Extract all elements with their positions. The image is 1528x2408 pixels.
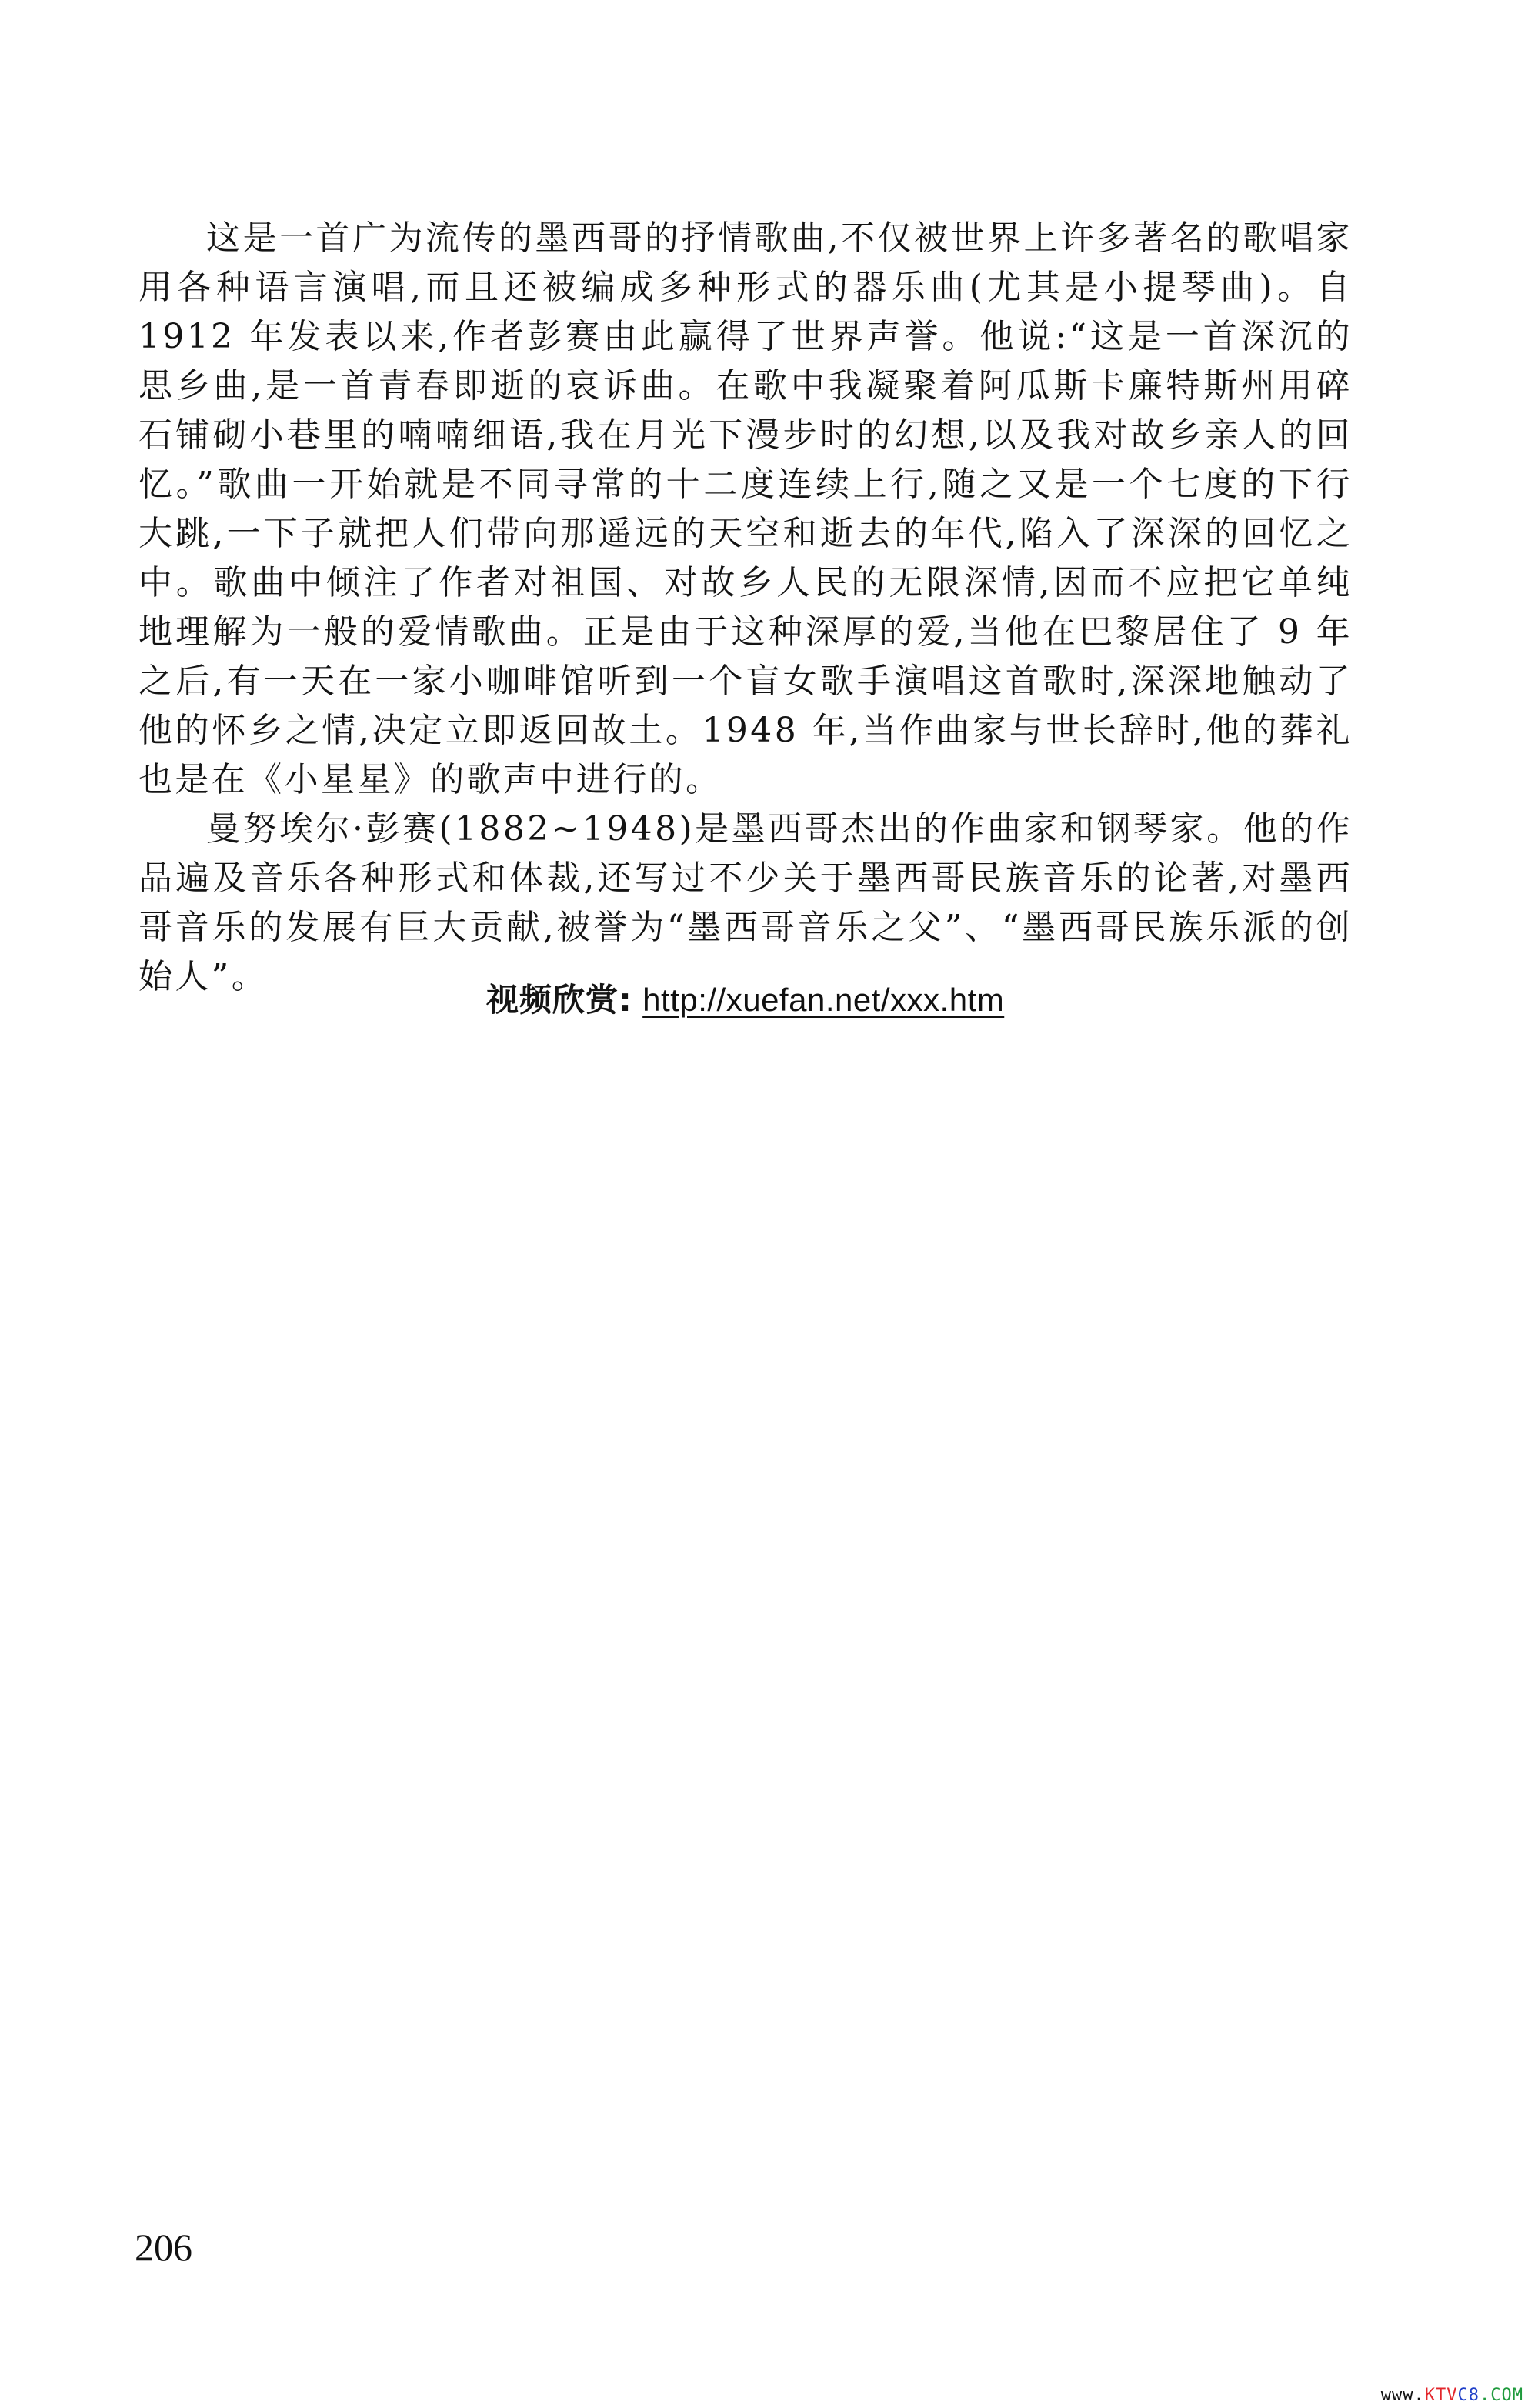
site-watermark	[1381, 2386, 1523, 2405]
paragraph-song-description: 这是一首广为流传的墨西哥的抒情歌曲,不仅被世界上许多著名的歌唱家用各种语言演唱,而且还被编成多种形式的器乐曲(尤其是小提琴曲)。自 1912 年发表以来,作者彭赛由此赢得了世界声誉。他说:“这是一首深沉的思乡曲,是一首青春即逝的哀诉曲。在歌中我凝聚着阿瓜斯卡廉特斯州用碎石铺砌小巷里的喃喃细语,我在月光下漫步时的幻想,以及我对故乡亲人的回忆。”歌曲一开始就是不同寻常的十二度连续上行,随之又是一个七度的下行大跳,一下子就把人们带向那遥远的天空和逝去的年代,陷入了深深的回忆之中。歌曲中倾注了作者对祖国、对故乡人民的无限深情,因而不应把它单纯地理解为一般的爱情歌曲。正是由于这种深厚的爱,当他在巴黎居住了 9 年之后,有一天在一家小咖啡馆听到一个盲女歌手演唱这首歌时,深深地触动了他的怀乡之情,决定立即返回故土。1948 年,当作曲家与世长辞时,他的葬礼也是在《小星星》的歌声中进行的。	[138, 218, 1353, 799]
video-label: 视频欣赏:	[486, 981, 632, 1019]
paragraph-composer-bio: 曼努埃尔·彭赛(1882~1948)是墨西哥杰出的作曲家和钢琴家。他的作品遍及音乐各种形式和体裁,还写过不少关于墨西哥民族音乐的论著,对墨西哥音乐的发展有巨大贡献,被誉为“墨西哥音乐之父”、“墨西哥民族乐派的创始人”。	[138, 809, 1353, 996]
body-text	[138, 214, 1353, 1002]
watermark-com: .COM	[1480, 2386, 1523, 2405]
watermark-ktv: KTV	[1424, 2386, 1458, 2405]
watermark-c8: C8	[1457, 2386, 1480, 2405]
watermark-www: www.	[1380, 2386, 1425, 2405]
video-link[interactable]: http://xuefan.net/xxx.htm	[642, 982, 1005, 1018]
video-appreciation-line	[486, 979, 1004, 1022]
page-number: 206	[135, 2226, 192, 2269]
